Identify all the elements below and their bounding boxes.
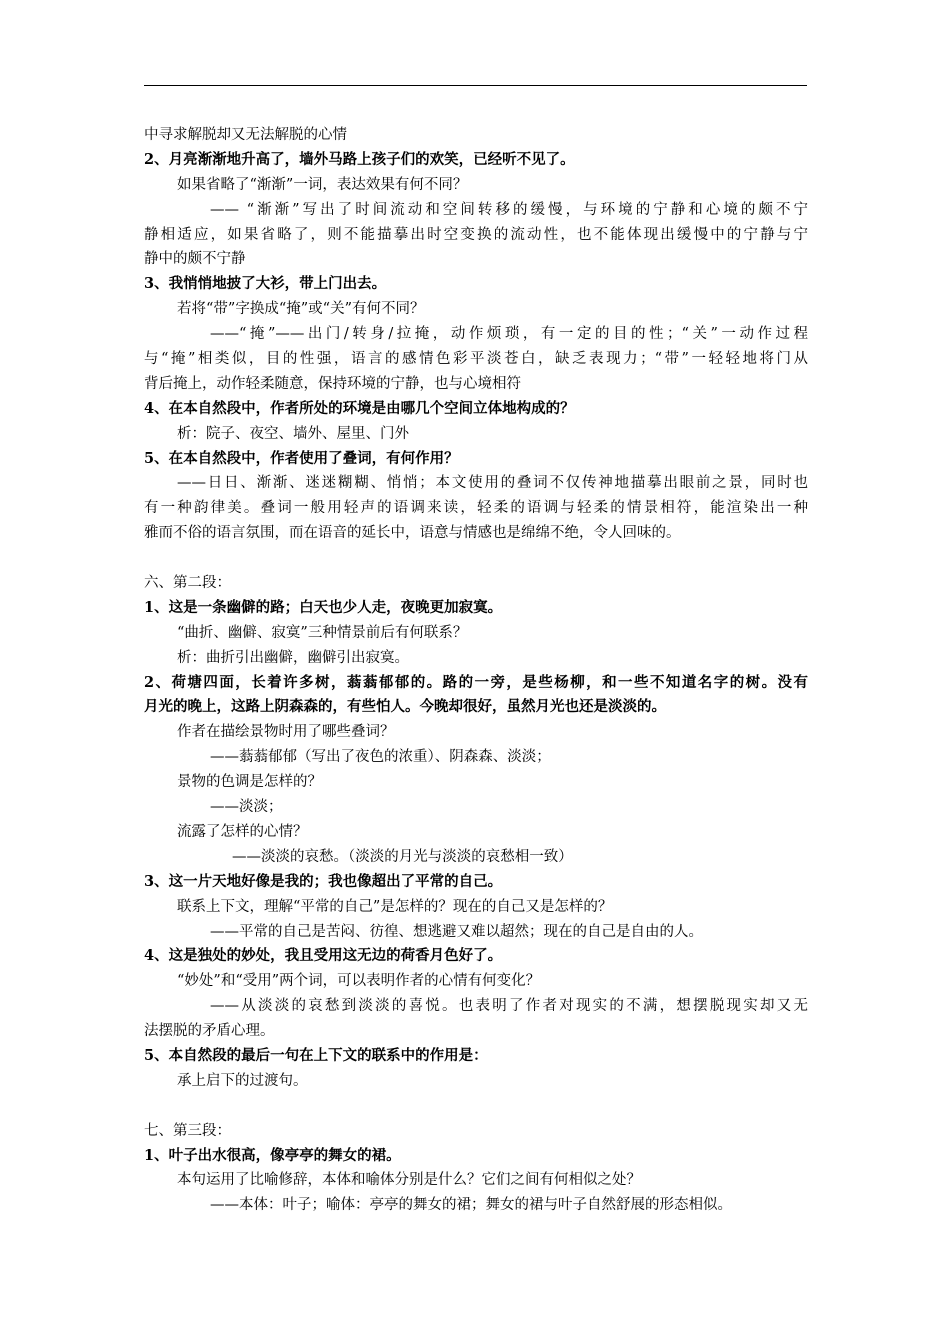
question-heading: 4、在本自然段中，作者所处的环境是由哪几个空间立体地构成的？ bbox=[144, 399, 575, 417]
question-heading: 月光的晚上，这路上阴森森的，有些怕人。今晚却很好，虽然月光也还是淡淡的。 bbox=[144, 698, 666, 716]
answer-line: ——本体：叶子；喻体：亭亭的舞女的裙；舞女的裙与叶子自然舒展的形态相似。 bbox=[210, 1197, 732, 1214]
answer-line: ——平常的自己是苦闷、彷徨、想逃避又难以超然；现在的自己是自由的人。 bbox=[210, 923, 703, 940]
question-prompt: 若将“带”字换成“掩”或“关”有何不同？ bbox=[177, 301, 425, 318]
header-rule bbox=[144, 85, 807, 86]
question-prompt: “曲折、幽僻、寂寞”三种情景前后有何联系？ bbox=[177, 624, 468, 641]
question-heading: 5、本自然段的最后一句在上下文的联系中的作用是： bbox=[144, 1046, 488, 1064]
section-heading: 七、第三段： bbox=[144, 1122, 231, 1139]
answer-line: 与“掩”相类似，目的性强，语言的感情色彩平淡苍白，缺乏表现力；“带”一轻轻地将门从 bbox=[144, 351, 808, 368]
answer-line: 雅而不俗的语言氛围，而在语音的延长中，语意与情感也是绵绵不绝，令人回味的。 bbox=[144, 525, 681, 542]
answer-line: 静相适应，如果省略了，则不能描摹出时空变换的流动性，也不能体现出缓慢中的宁静与宁 bbox=[144, 226, 808, 243]
answer-line: ——蓊蓊郁郁（写出了夜色的浓重）、阴森森、淡淡； bbox=[210, 749, 551, 766]
question-prompt: 本句运用了比喻修辞，本体和喻体分别是什么？它们之间有何相似之处？ bbox=[177, 1172, 641, 1189]
question-heading: 3、我悄悄地披了大衫，带上门出去。 bbox=[144, 275, 387, 293]
section-heading: 六、第二段： bbox=[144, 575, 231, 592]
text-line: 中寻求解脱却又无法解脱的心情 bbox=[144, 127, 347, 143]
question-prompt: 流露了怎样的心情？ bbox=[177, 823, 308, 840]
spacer bbox=[144, 546, 808, 571]
answer-line: 承上启下的过渡句。 bbox=[177, 1072, 308, 1089]
question-prompt: “妙处”和“受用”两个词，可以表明作者的心情有何变化？ bbox=[177, 973, 541, 990]
answer-line: ——从淡淡的哀愁到淡淡的喜悦。也表明了作者对现实的不满，想摆脱现实却又无 bbox=[210, 998, 808, 1015]
question-heading: 5、在本自然段中，作者使用了叠词，有何作用？ bbox=[144, 449, 459, 467]
answer-line: 析：曲折引出幽僻，幽僻引出寂寞。 bbox=[177, 649, 409, 666]
answer-line: 背后掩上，动作轻柔随意，保持环境的宁静，也与心境相符 bbox=[144, 375, 521, 392]
question-heading: 4、这是独处的妙处，我且受用这无边的荷香月色好了。 bbox=[144, 947, 503, 965]
question-prompt: 景物的色调是怎样的？ bbox=[177, 774, 322, 791]
question-heading: 2、荷塘四面，长着许多树，蓊蓊郁郁的。路的一旁，是些杨柳，和一些不知道名字的树。没有 bbox=[144, 673, 808, 691]
answer-line: 有一种韵律美。叠词一般用轻声的语调来读，轻柔的语调与轻柔的情景相符，能渲染出一种 bbox=[144, 500, 808, 517]
document-body bbox=[144, 123, 808, 1218]
question-heading: 3、这一片天地好像是我的；我也像超出了平常的自己。 bbox=[144, 872, 503, 890]
answer-line: ——日日、渐渐、迷迷糊糊、悄悄；本文使用的叠词不仅传神地描摹出眼前之景，同时也 bbox=[177, 475, 808, 492]
answer-line: 法摆脱的矛盾心理。 bbox=[144, 1023, 275, 1040]
question-heading: 1、叶子出水很高，像亭亭的舞女的裙。 bbox=[144, 1146, 401, 1164]
answer-line: 静中的颇不宁静 bbox=[144, 251, 246, 268]
answer-line: ——淡淡； bbox=[210, 799, 283, 816]
question-prompt: 如果省略了“渐渐”一词，表达效果有何不同？ bbox=[177, 176, 468, 193]
answer-line: —— “渐渐”写出了时间流动和空间转移的缓慢，与环境的宁静和心境的颇不宁 bbox=[210, 201, 808, 218]
answer-line: 析：院子、夜空、墙外、屋里、门外 bbox=[177, 425, 409, 442]
question-prompt: 作者在描绘景物时用了哪些叠词？ bbox=[177, 724, 395, 741]
answer-line: ——“掩”——出门/转身/拉掩，动作烦琐，有一定的目的性；“关”一动作过程 bbox=[210, 326, 808, 343]
question-heading: 2、月亮渐渐地升高了，墙外马路上孩子们的欢笑，已经听不见了。 bbox=[144, 150, 575, 168]
answer-line: ——淡淡的哀愁。（淡淡的月光与淡淡的哀愁相一致） bbox=[232, 848, 573, 865]
question-prompt: 联系上下文，理解“平常的自己”是怎样的？现在的自己又是怎样的？ bbox=[177, 898, 613, 915]
spacer bbox=[144, 1094, 808, 1119]
question-heading: 1、这是一条幽僻的路；白天也少人走，夜晚更加寂寞。 bbox=[144, 598, 503, 616]
